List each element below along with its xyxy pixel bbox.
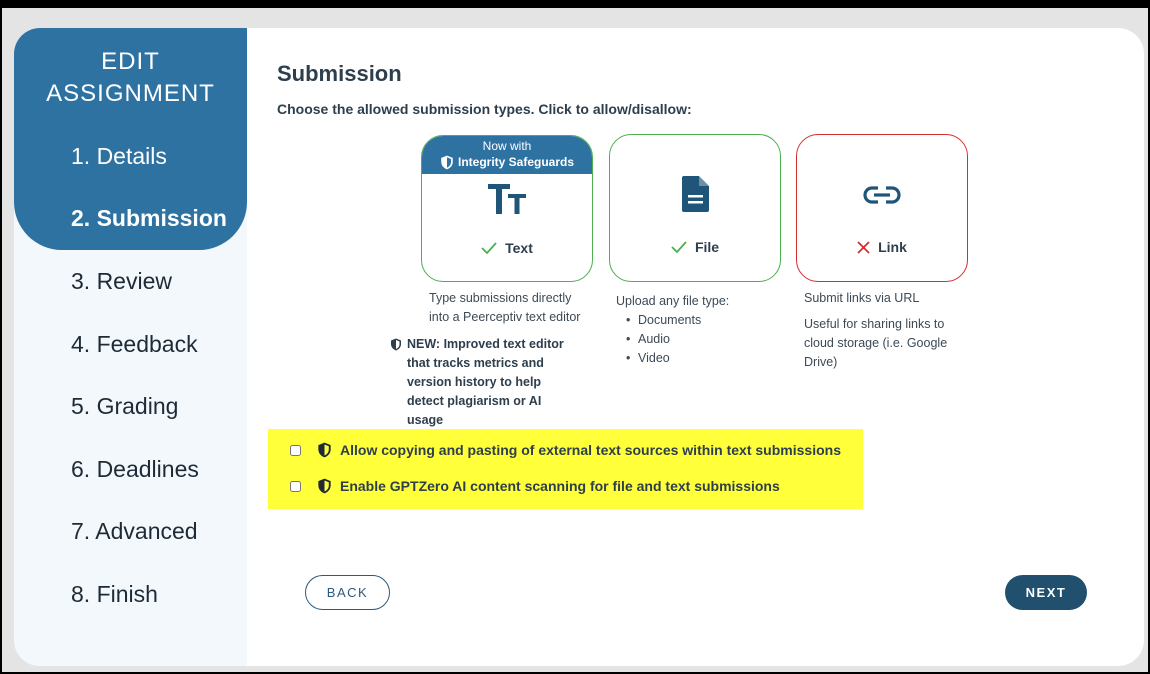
submission-type-file[interactable] [609,134,781,282]
text-new-note [407,335,577,430]
type-file-label-row [610,239,780,255]
sidebar-item-feedback[interactable]: 4. Feedback [71,331,198,357]
shield-icon [317,442,332,458]
back-button[interactable]: BACK [305,575,390,610]
copy-paste-option[interactable] [290,442,841,458]
list-item: • Audio [616,330,776,349]
sidebar [14,28,247,666]
link-icon [863,185,901,205]
sidebar-title-line1: EDIT [101,48,160,75]
text-new-note-text: NEW: Improved text editor that tracks metrics and version history to help detect plagiarism or AI usage [407,337,564,427]
file-description-text: Upload any file type: [616,294,730,308]
assignment-card [14,28,1144,666]
ribbon-line1: Now with [482,139,532,153]
sidebar-item-review[interactable]: 3. Review [71,268,172,294]
sidebar-item-deadlines[interactable]: 6. Deadlines [71,456,199,482]
close-icon [857,241,870,254]
file-type-list [616,311,776,368]
text-description: Type submissions directly into a Peerceptiv text editor [429,291,581,324]
sidebar-title-line2: ASSIGNMENT [46,80,215,107]
next-button[interactable]: NEXT [1005,575,1087,610]
check-icon [481,242,497,254]
main-content [247,28,1144,666]
sidebar-item-details[interactable]: 1. Details [71,143,167,169]
sidebar-title [14,46,247,110]
copy-paste-checkbox[interactable] [290,445,301,456]
type-link-label: Link [878,239,907,255]
window-frame [2,8,1148,672]
shield-icon [440,155,454,170]
link-description [804,289,964,372]
copy-paste-label: Allow copying and pasting of external text sources within text submissions [340,442,841,458]
gptzero-label: Enable GPTZero AI content scanning for file and text submissions [340,478,780,494]
gptzero-checkbox[interactable] [290,481,301,492]
sidebar-item-advanced[interactable]: 7. Advanced [71,518,198,544]
shield-icon [317,478,332,494]
integrity-options-panel [268,429,863,509]
submission-type-link[interactable] [796,134,968,282]
submission-type-text[interactable] [421,135,593,282]
type-text-label: Text [505,240,533,256]
shield-icon [390,338,402,351]
type-link-label-row [797,239,967,255]
list-item: • Video [616,349,776,368]
page-title: Submission [277,61,402,86]
text-format-icon [486,182,528,216]
ribbon-line2-text: Integrity Safeguards [457,155,575,169]
type-file-label: File [694,239,720,255]
instruction-text: Choose the allowed submission types. Click to allow/disallow: [277,101,692,117]
check-icon [671,241,687,253]
link-description-detail: Useful for sharing links to cloud storage (i.e. Google Drive) [804,317,948,369]
sidebar-item-submission[interactable]: 2. Submission [71,205,227,231]
list-item: • Documents [616,311,776,330]
type-text-label-row [422,240,592,256]
file-document-icon [680,175,710,213]
sidebar-item-finish[interactable]: 8. Finish [71,581,158,607]
sidebar-item-grading[interactable]: 5. Grading [71,393,179,419]
link-description-text: Submit links via URL [804,291,920,305]
file-description [616,292,776,368]
integrity-ribbon [422,136,592,174]
gptzero-option[interactable] [290,478,780,494]
ribbon-line2 [422,154,592,170]
